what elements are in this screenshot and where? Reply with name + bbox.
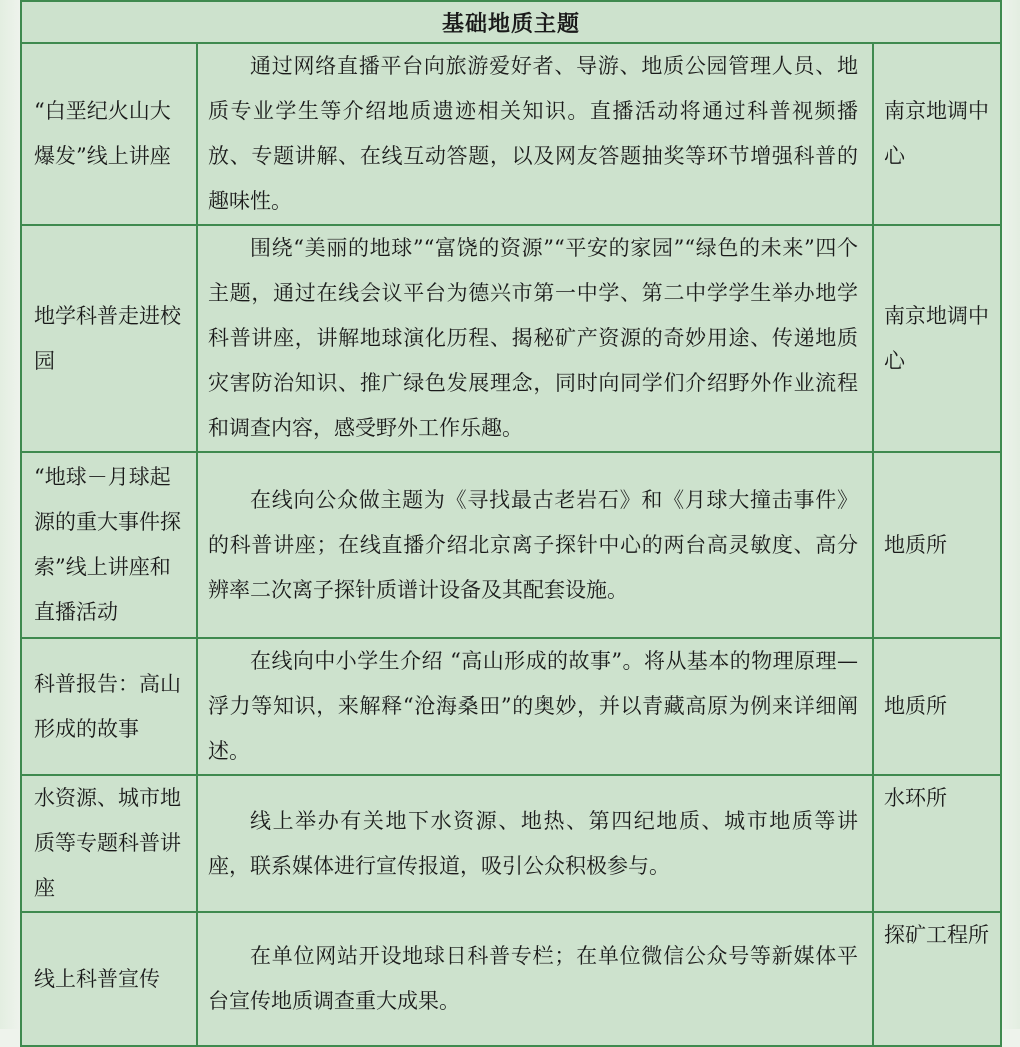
activity-name: 水资源、城市地质等专题科普讲座	[21, 775, 197, 912]
table-header-row	[21, 1, 1001, 43]
organizer-unit: 水环所	[873, 775, 1001, 912]
table-title: 基础地质主题	[21, 1, 1001, 43]
activity-name: 科普报告：高山形成的故事	[21, 638, 197, 775]
activity-name: “白垩纪火山大爆发”线上讲座	[21, 43, 197, 225]
activity-description: 在单位网站开设地球日科普专栏；在单位微信公众号等新媒体平台宣传地质调查重大成果。	[197, 912, 873, 1046]
activity-name: 线上科普宣传	[21, 912, 197, 1046]
activity-description: 线上举办有关地下水资源、地热、第四纪地质、城市地质等讲座，联系媒体进行宣传报道，吸引公众积极参与。	[197, 775, 873, 912]
table-row	[21, 452, 1001, 638]
table-row	[21, 775, 1001, 912]
table-row	[21, 43, 1001, 225]
right-margin	[1000, 0, 1020, 1029]
organizer-unit: 南京地调中心	[873, 43, 1001, 225]
table-row	[21, 225, 1001, 452]
activity-name: “地球－月球起源的重大事件探索”线上讲座和直播活动	[21, 452, 197, 638]
table-row	[21, 638, 1001, 775]
table-row	[21, 912, 1001, 1046]
activity-description: 在线向中小学生介绍 “高山形成的故事”。将从基本的物理原理—浮力等知识，来解释“沧海桑田”的奥妙，并以青藏高原为例来详细阐述。	[197, 638, 873, 775]
activity-description: 围绕“美丽的地球”“富饶的资源”“平安的家园”“绿色的未来”四个主题，通过在线会议平台为德兴市第一中学、第二中学学生举办地学科普讲座，讲解地球演化历程、揭秘矿产资源的奇妙用途、传递地质灾害防治知识、推广绿色发展理念，同时向同学们介绍野外作业流程和调查内容，感受野外工作乐趣。	[197, 225, 873, 452]
activities-table	[20, 0, 1002, 1047]
left-margin	[0, 0, 20, 1029]
activity-name: 地学科普走进校园	[21, 225, 197, 452]
organizer-unit: 地质所	[873, 452, 1001, 638]
activity-description: 在线向公众做主题为《寻找最古老岩石》和《月球大撞击事件》的科普讲座；在线直播介绍北京离子探针中心的两台高灵敏度、高分辨率二次离子探针质谱计设备及其配套设施。	[197, 452, 873, 638]
activity-description: 通过网络直播平台向旅游爱好者、导游、地质公园管理人员、地质专业学生等介绍地质遗迹相关知识。直播活动将通过科普视频播放、专题讲解、在线互动答题，以及网友答题抽奖等环节增强科普的趣味性。	[197, 43, 873, 225]
organizer-unit: 地质所	[873, 638, 1001, 775]
organizer-unit: 南京地调中心	[873, 225, 1001, 452]
organizer-unit: 探矿工程所	[873, 912, 1001, 1046]
